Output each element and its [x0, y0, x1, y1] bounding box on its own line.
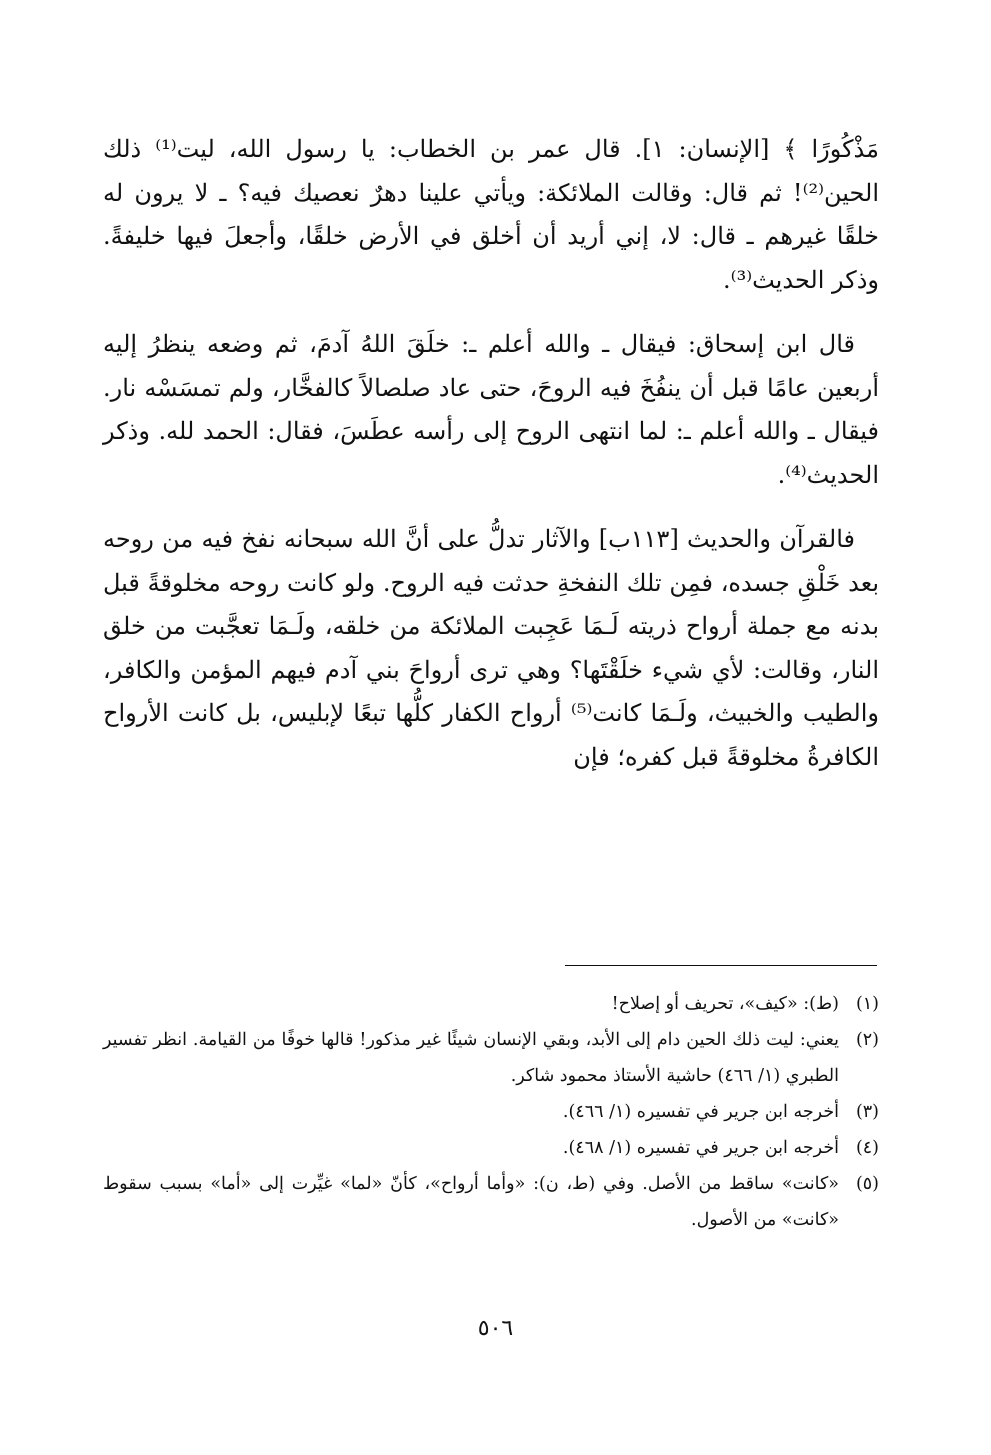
page-number: ٥٠٦ [477, 1316, 514, 1341]
footnote-text: «كانت» ساقط من الأصل. وفي (ط، ن): «وأما أرواح»، كأنّ «لما» غيِّرت إلى «أما» بسبب سقوط «كانت» من الأصول. [103, 1174, 839, 1230]
footnote-divider [565, 965, 877, 966]
footnote [103, 1166, 879, 1238]
footnote-number: (٢) [855, 1030, 879, 1050]
footnote [103, 1094, 879, 1130]
footnotes [103, 986, 879, 1238]
footnote-number: (١) [855, 994, 879, 1014]
footnote [103, 1130, 879, 1166]
footnote-text: أخرجه ابن جرير في تفسيره (١/ ٤٦٦). [562, 1102, 839, 1122]
footnote-number: (٥) [855, 1174, 879, 1194]
main-text [103, 128, 879, 800]
footnote-text: (ط): «كيف»، تحريف أو إصلاح! [611, 994, 839, 1014]
footnote-text: يعني: ليت ذلك الحين دام إلى الأبد، وبقي الإنسان شيئًا غير مذكور! قالها خوفًا من القيامة. انظر تفسير الطبري (١/ ٤٦٦) حاشية الأستاذ محمود شاكر. [103, 1030, 839, 1086]
footnote-text: أخرجه ابن جرير في تفسيره (١/ ٤٦٨). [562, 1138, 839, 1158]
footnote [103, 986, 879, 1022]
paragraph: فالقرآن والحديث [١١٣ب] والآثار تدلُّ على أنَّ الله سبحانه نفخ فيه من روحه بعد خَلْقِ جسده، فمِن تلك النفخةِ حدثت فيه الروح. ولو كانت روحه مخلوقةً قبل بدنه مع جملة أرواح ذريته لَـمَا عَجِبت الملائكة من خلقه، ولَـمَا تعجَّبت من خلق النار، وقالت: لأي شيء خلَقْتَها؟ وهي ترى أرواحَ بني آدم فيهم المؤمن والكافر، والطيب والخبيث، ولَـمَا كانت⁽⁵⁾ أرواح الكفار كلُّها تبعًا لإبليس، بل كانت الأرواح الكافرةُ مخلوقةً قبل كفره؛ فإن [103, 525, 880, 771]
footnote-number: (٤) [855, 1138, 879, 1158]
paragraph: قال ابن إسحاق: فيقال ـ والله أعلم ـ: خلَقَ اللهُ آدمَ، ثم وضعه ينظرُ إليه أربعين عامًا قبل أن ينفُخَ فيه الروحَ، حتى عاد صلصالاً كالفخَّار، ولم تمسَسْه نار. فيقال ـ والله أعلم ـ: لما انتهى الروح إلى رأسه عطَسَ، فقال: الحمد لله. وذكر الحديث⁽⁴⁾. [103, 330, 879, 489]
footnote-number: (٣) [855, 1102, 879, 1122]
footnote [103, 1022, 879, 1094]
paragraph: مَذْكُورًا ﴾ [الإنسان: ١]. قال عمر بن الخطاب: يا رسول الله، ليت⁽¹⁾ ذلك الحين⁽²⁾! ثم قال: وقالت الملائكة: ويأتي علينا دهرٌ نعصيك فيه؟ ـ لا يرون له خلقًا غيرهم ـ قال: لا، إني أريد أن أخلق في الأرض خلقًا، وأجعلَ فيها خليفةً. وذكر الحديث⁽³⁾. [103, 135, 879, 294]
